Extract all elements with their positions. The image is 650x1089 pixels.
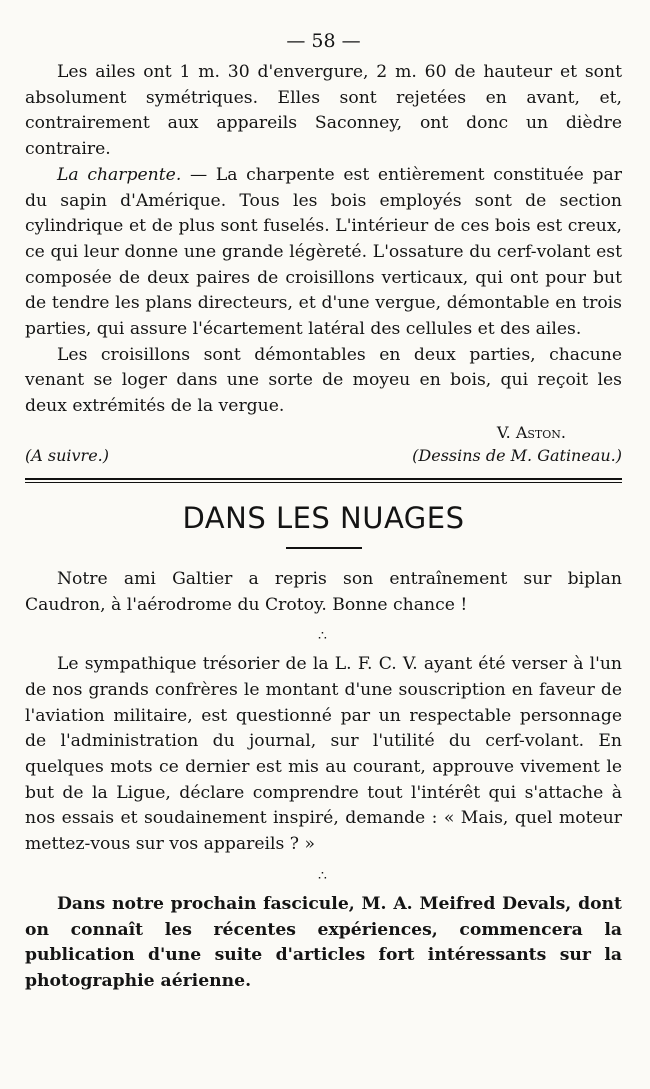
paragraph-frame	[25, 163, 622, 343]
frame-text: — La charpente est entièrement constituée par du sapin d'Amérique. Tous les bois employés sont de section cylindrique et de plus sont fuselés. L'intérieur de ces bois est creux, ce qui leur donne une grande légèreté. L'ossature du cerf-volant est composée de deux paires de croisillons verticaux, qui ont pour but de tendre les plans directeurs, et d'une vergue, démontable en trois parties, qui assure l'écartement latéral des cellules et des ailes.	[25, 164, 622, 340]
asterism-separator: ∴	[318, 628, 329, 645]
author-signature: V. Aston.	[496, 422, 566, 442]
paragraph-wings: Les ailes ont 1 m. 30 d'envergure, 2 m. 60 de hauteur et sont absolument symétriques. Elles sont rejetées en avant, et, contrairement aux appareils Saconney, ont donc un dièdre contraire.	[25, 62, 622, 160]
news-next-issue: Dans notre prochain fascicule, M. A. Meifred Devals, dont on connaît les récentes expériences, commencera la publication d'une suite d'articles fort intéressants sur la photographie aérienne.	[25, 893, 622, 991]
frame-lead: La charpente.	[57, 164, 182, 185]
asterism-separator-2: ∴	[318, 867, 329, 884]
title-underline	[286, 547, 362, 549]
top-article	[25, 60, 622, 468]
section-title: DANS LES NUAGES	[182, 500, 465, 535]
to-follow-note: (A suivre.)	[25, 445, 109, 465]
news-treasurer: Le sympathique trésorier de la L. F. C. V. ayant été verser à l'un de nos grands confrères le montant d'une souscription en faveur de l'aviation militaire, est questionné par un respectable personnage de l'administration du journal, sur l'utilité du cerf-volant. En quelques mots ce dernier est mis au courant, approuve vivement le but de la Ligue, déclare comprendre tout l'intérêt qui s'attache à nos essais et soudainement inspiré, demande : « Mais, quel moteur mettez-vous sur vos appareils ? »	[25, 654, 622, 855]
double-rule-divider	[25, 478, 622, 483]
paragraph-crossbars: Les croisillons sont démontables en deux parties, chacune venant se loger dans une sorte de moyeu en bois, qui reçoit les deux extrémités de la vergue.	[25, 344, 622, 417]
page-number: — 58 —	[286, 30, 361, 52]
news-galtier: Notre ami Galtier a repris son entraînement sur biplan Caudron, à l'aérodrome du Crotoy. Bonne chance !	[25, 568, 622, 615]
drawings-credit: (Dessins de M. Gatineau.)	[412, 445, 622, 465]
credits-line	[25, 444, 622, 468]
